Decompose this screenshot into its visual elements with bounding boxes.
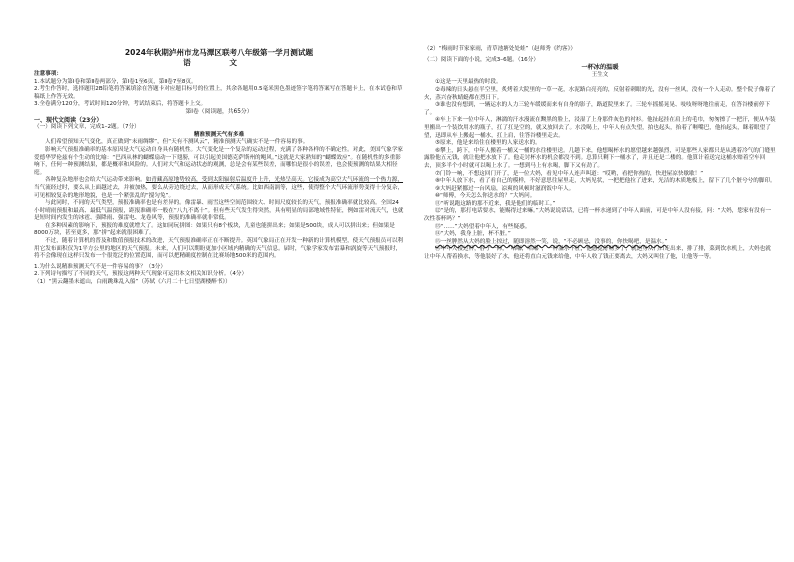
story-paragraph: ②毒辣的日头悬在半空里，炙烤着大院里的一草一花，水泥路白亮亮的，反射着刺眼的光，没有一丝风，没有一个人走动。整个院子像着了火，蒸兴奋秋蜻蜓都在烈日下。 <box>424 86 776 101</box>
story-title: 一杯冰的温暖 <box>581 64 619 72</box>
sub-instruction: （一）阅读下列文章，完成1–2题。（7分） <box>34 124 140 131</box>
article-paragraph: 人们希望预知天气变化，真正做到“未雨绸缪”，但“天有不测风云”，精准预测天气确实不是一件容易的事。 <box>45 139 309 146</box>
story-paragraph: ⑩“师傅，今天怎么你送水的？”大妈问。 <box>435 193 536 200</box>
story-paragraph: ⑪“听说跑这路的那不近来，我是他们的临时工。” <box>435 200 556 207</box>
exam-title: 2024年秋期泸州市龙马潭区联考八年级第一学月测试题 <box>124 48 314 57</box>
story-paragraph: ⑧中年人放下水，看了看自己的模样，不好意思往屋里走，大妈见状，一把把他拉了进来，光洁的木质地板上，留下了几个脏兮兮的脚印。 <box>435 178 776 185</box>
article-paragraph: 与此同时，不同的天气类型，预报准确率也是有差异的。像雷暴、雨雪这些空间范围较大、时间尺度较长的天气，预报准确率就比较高。全国24小时晴雨预报和最高、最低气温预报，距报准确率一般在“八九不离十”。但有些天气发生得突然，具有明显的局部地域性特征，例如雷对流天气，也就是短时间内发生的冰雹、强降雨、强雷电、龙卷风等，预报的准确率就非常低。 <box>34 200 404 222</box>
story-paragraph: ⑭“大妈，我身上脏，杯不脏。” <box>435 231 511 238</box>
story-paragraph: ①这是一天里最热的时段。 <box>435 79 502 86</box>
story-paragraph: ⑦门铃一响，不想这回门开了，是一位大妈，看见中年人连声叫道：“哎哟，看把你热的，快进屋凉快歇歇！” <box>435 170 704 177</box>
article-paragraph: 不过，随着计算机的普及和数值预报技术的改进，天气预报准确率正在不断提升。英国气象局正在开发一种新的计算机模型，使天气预报员可以利用它发布面积仅为1平方公里的地区的天气预报。未来，人们可以期盼更加小区域内精确的天气信息。届时，气象学家发布雷暴和涡旋等天气预报时，将不会像现在这样只发布一个很宽泛的位置范围，而可以把精确度控制在比赛场地500米的范围内。 <box>34 238 404 260</box>
article-title: 精准预测天气有多难 <box>193 131 245 138</box>
story-paragraph: ③谁也没有想到，一辆运水的人力三轮车缓缓而来有自身的影子，路道院里来了。三轮车摇摇晃晃、吱吱呀呀地往前走，在答谷楼前停下了。 <box>424 102 771 116</box>
part-heading: 一、现代文阅读（23分） <box>34 116 103 124</box>
story-paragraph-marked: ⑮一丝脾然从大妈的脸上掠过，随即溶然一笑，说，“不必顾忌，没事的，你快喝吧，是温水。” <box>435 238 668 245</box>
notes-item: 1.本试题分为第Ⅰ卷和第Ⅱ卷两部分，第Ⅰ卷1至6页，第Ⅱ卷7至8页。 <box>34 78 197 85</box>
underlined-sentence: 如青藏高原地势较高，受到太阳辐射后温度升上升，光热呈高天。它接成为高空大气环流的一个热力源， <box>145 177 404 184</box>
story-paragraph: ⑬“……”大妈望着中年人，有些疑惑。 <box>435 223 531 230</box>
story-paragraph: ⑥攀上，跨下，中年人搬着一桶又一桶的水往楼里送。几趟下来，他想喝杯水的愿望越来越强烈，可是那些人家都只是从透着冷气的门缝里露脸他五元钱，就让他把水放下了。他走讨杯水的机会都没不到。总算只剩下一桶水了，并且还是二楼的。他算计着送完这桶水赔着空车回去，顶多半个小时就可以喝上水了。一想到马上有水喝，脚下又有劲了。 <box>424 147 776 169</box>
story-author: 王生文 <box>591 71 609 78</box>
story-paragraph: ⑫“是的，那打电话要水，能赐得过来嘛。”大妈说说话话，已将一杯水递到了中年人面前，可是中年人没有接，问：“大妈，您家有没有一次性茶杯吗？” <box>424 208 771 223</box>
question-2-item-2: （2）“梅雨时节家家雨，青草池塘处处蛙”（赵师秀《约客》） <box>424 46 576 52</box>
notes-heading: 注意事项： <box>34 71 62 77</box>
notes-item: 3.全卷满分120分，考试时间120分钟，考试结束后，将答题卡上交。 <box>34 101 207 108</box>
volume-heading: 第Ⅰ卷（阅读题，共65分） <box>185 108 253 115</box>
story-paragraph: ⑯中年人接过杯，脖子一仰，“咕嘟，咕嘟”，一杯温水下肚，他感觉舒畅多了，就迫身从门口走出来，排了排，菜到饮水机上，大妈也就让中年人帮着换水，等他装好了水，他还将直白元钱来给他，中年人收了钱正要离去，大妈又叫住了他，让他等一等。 <box>424 246 771 261</box>
paragraph-tail: 当气流经过时，要么从上面越过去，并被加热，要么从旁边绕过去，从而形成天气系统。比如西南涡等，这些，使得整个大气环流形势变得十分复杂，可见相较复杂的地形地貌，也是一个紧张乱的“搅匀兔”。 <box>34 184 404 199</box>
paragraph-head: 各种复杂地形也会给大气运动带来影响。 <box>45 177 146 184</box>
article-paragraph: 在多种因素的影响下，预报的难度就增大了。这如同玩拼图：如果只有8个板块，儿童也能拼出来；如果是500块，成人可以拼出来；但如果是8000万块，甚至更多，那“拼”起来就很困难了。 <box>34 222 395 237</box>
notes-item: 2.考生作答时，选择题用2B铅笔将答案填涂在答题卡对应题目标号的位置上，其余各题用0.5毫米黑色墨迹签字笔将答案写在答题卡上，在本试卷和草稿纸上作答无效。 <box>34 86 403 100</box>
story-paragraph: ④车上下来一位中年人，淋漓的汗水漫流在黝黑的脸上，浸湿了上身那件灰色的衬衫。他扯起挂在肩上的毛巾，匆匆擦了一把汗，便从车装里搬出一个装饮用水的瓶子，扛了扛是空的，就又放回去了。水没喝上，中年人有点失望，拍也起头，抬着了咂嘴巴，他抬起头，眯着眼望了望，迅即从车上搬起一桶水，扛上肩，往答谷楼里走去。 <box>424 117 776 139</box>
question-1: 1.为什么说精准预测天气不是一件容易的事？（3分） <box>34 263 166 270</box>
sub-instruction: （二）阅读下面的小说，完成3–6题。（16分） <box>424 56 539 63</box>
left-column <box>34 48 404 287</box>
question-2-item-1: （1）“黑云翻墨未遮山，白雨跳珠乱入船”（苏轼《六月二十七日望湖楼醉书》） <box>34 279 231 286</box>
right-column <box>424 46 776 262</box>
story-paragraph: ⑤原来，他是来给住在楼里的人家送水的。 <box>435 140 541 147</box>
article-paragraph: 影响天气预报准确率的基本原因是大气运动自身具有随机性。大气变化是一个复杂的运动过程，充满了各种各样的不确定性。对此，美国气象学家爱德华罗伦兹有个生动的比喻：“巴西从林的蝴蝶扇动一下翅膀，可以引起美国德克萨斯州的飓风。”这就是大家熟知的“蝴蝶效应”。在随机性的多重影响下，任何一种预测结果，都是概率和风险的。人们对大气和运动状态的观测，总是会有某些误差，而哪怕是很小的误差，也会使预测的结果大相径庭。 <box>34 146 404 176</box>
article-paragraph <box>34 177 404 200</box>
exam-subject: 语 文 <box>183 58 255 67</box>
story-paragraph: ⑨大妈赶紧挪过一台风扇，凉爽的风顿时滋润饭中年人。 <box>435 185 575 192</box>
question-2: 2.下列诗句描写了不同的天气，预报这两种天气现象可运用本文相关知识分析。（4分） <box>34 271 248 278</box>
